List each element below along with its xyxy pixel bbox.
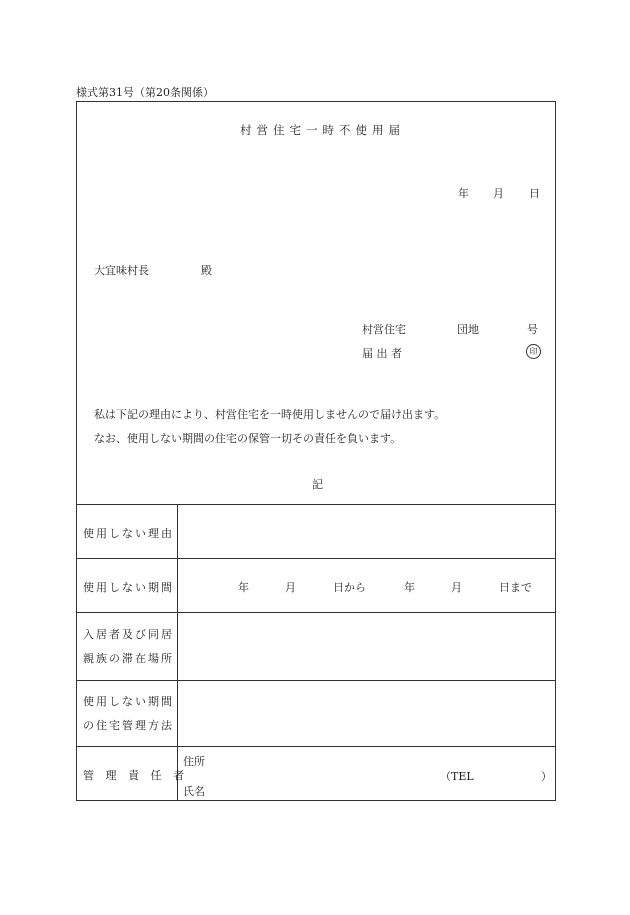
- period-to-month: 月: [451, 581, 462, 594]
- date-year-label: 年: [458, 187, 469, 200]
- date-month-label: 月: [493, 187, 504, 200]
- period-from-year: 年: [238, 581, 249, 594]
- tel-open: （TEL: [440, 770, 474, 783]
- name-label: 氏名: [183, 785, 205, 798]
- form-number: 様式第31号（第20条関係）: [76, 86, 214, 99]
- number-label: 号: [527, 323, 538, 336]
- date-day-label: 日: [529, 187, 540, 200]
- addressee-honorific: 殿: [201, 264, 212, 277]
- residence-label-line-2: 親族の滞在場所: [83, 652, 174, 665]
- row-divider: [76, 746, 556, 747]
- management-label-line-2: の住宅管理方法: [83, 719, 174, 732]
- manager-label: 管 理 責 任 者: [83, 769, 188, 782]
- body-text-line-1: 私は下記の理由により、村営住宅を一時使用しませんので届け出ます。: [94, 408, 446, 421]
- reason-label: 使用しない理由: [83, 527, 174, 540]
- ki-heading: 記: [312, 478, 323, 491]
- period-from-day: 日から: [333, 581, 366, 594]
- period-from-month: 月: [285, 581, 296, 594]
- residence-field[interactable]: [178, 613, 555, 680]
- tel-close: ）: [541, 770, 552, 783]
- management-label-line-1: 使用しない期間: [83, 695, 174, 708]
- period-label: 使用しない期間: [83, 581, 174, 594]
- period-to-day: 日まで: [499, 581, 532, 594]
- housing-label: 村営住宅: [362, 323, 406, 336]
- residence-label-line-1: 入居者及び同居: [83, 628, 174, 641]
- seal-mark: 印: [526, 344, 541, 359]
- addressee-name: 大宜味村長: [94, 264, 149, 277]
- period-to-year: 年: [404, 581, 415, 594]
- form-title: 村営住宅一時不使用届: [240, 123, 405, 137]
- row-divider: [76, 558, 556, 559]
- danchi-label: 団地: [457, 323, 479, 336]
- reason-field[interactable]: [178, 505, 555, 558]
- address-label: 住所: [183, 755, 205, 768]
- body-text-line-2: なお、使用しない期間の住宅の保管一切その責任を負います。: [94, 432, 402, 445]
- management-field[interactable]: [178, 681, 555, 746]
- applicant-label: 届 出 者: [362, 347, 402, 360]
